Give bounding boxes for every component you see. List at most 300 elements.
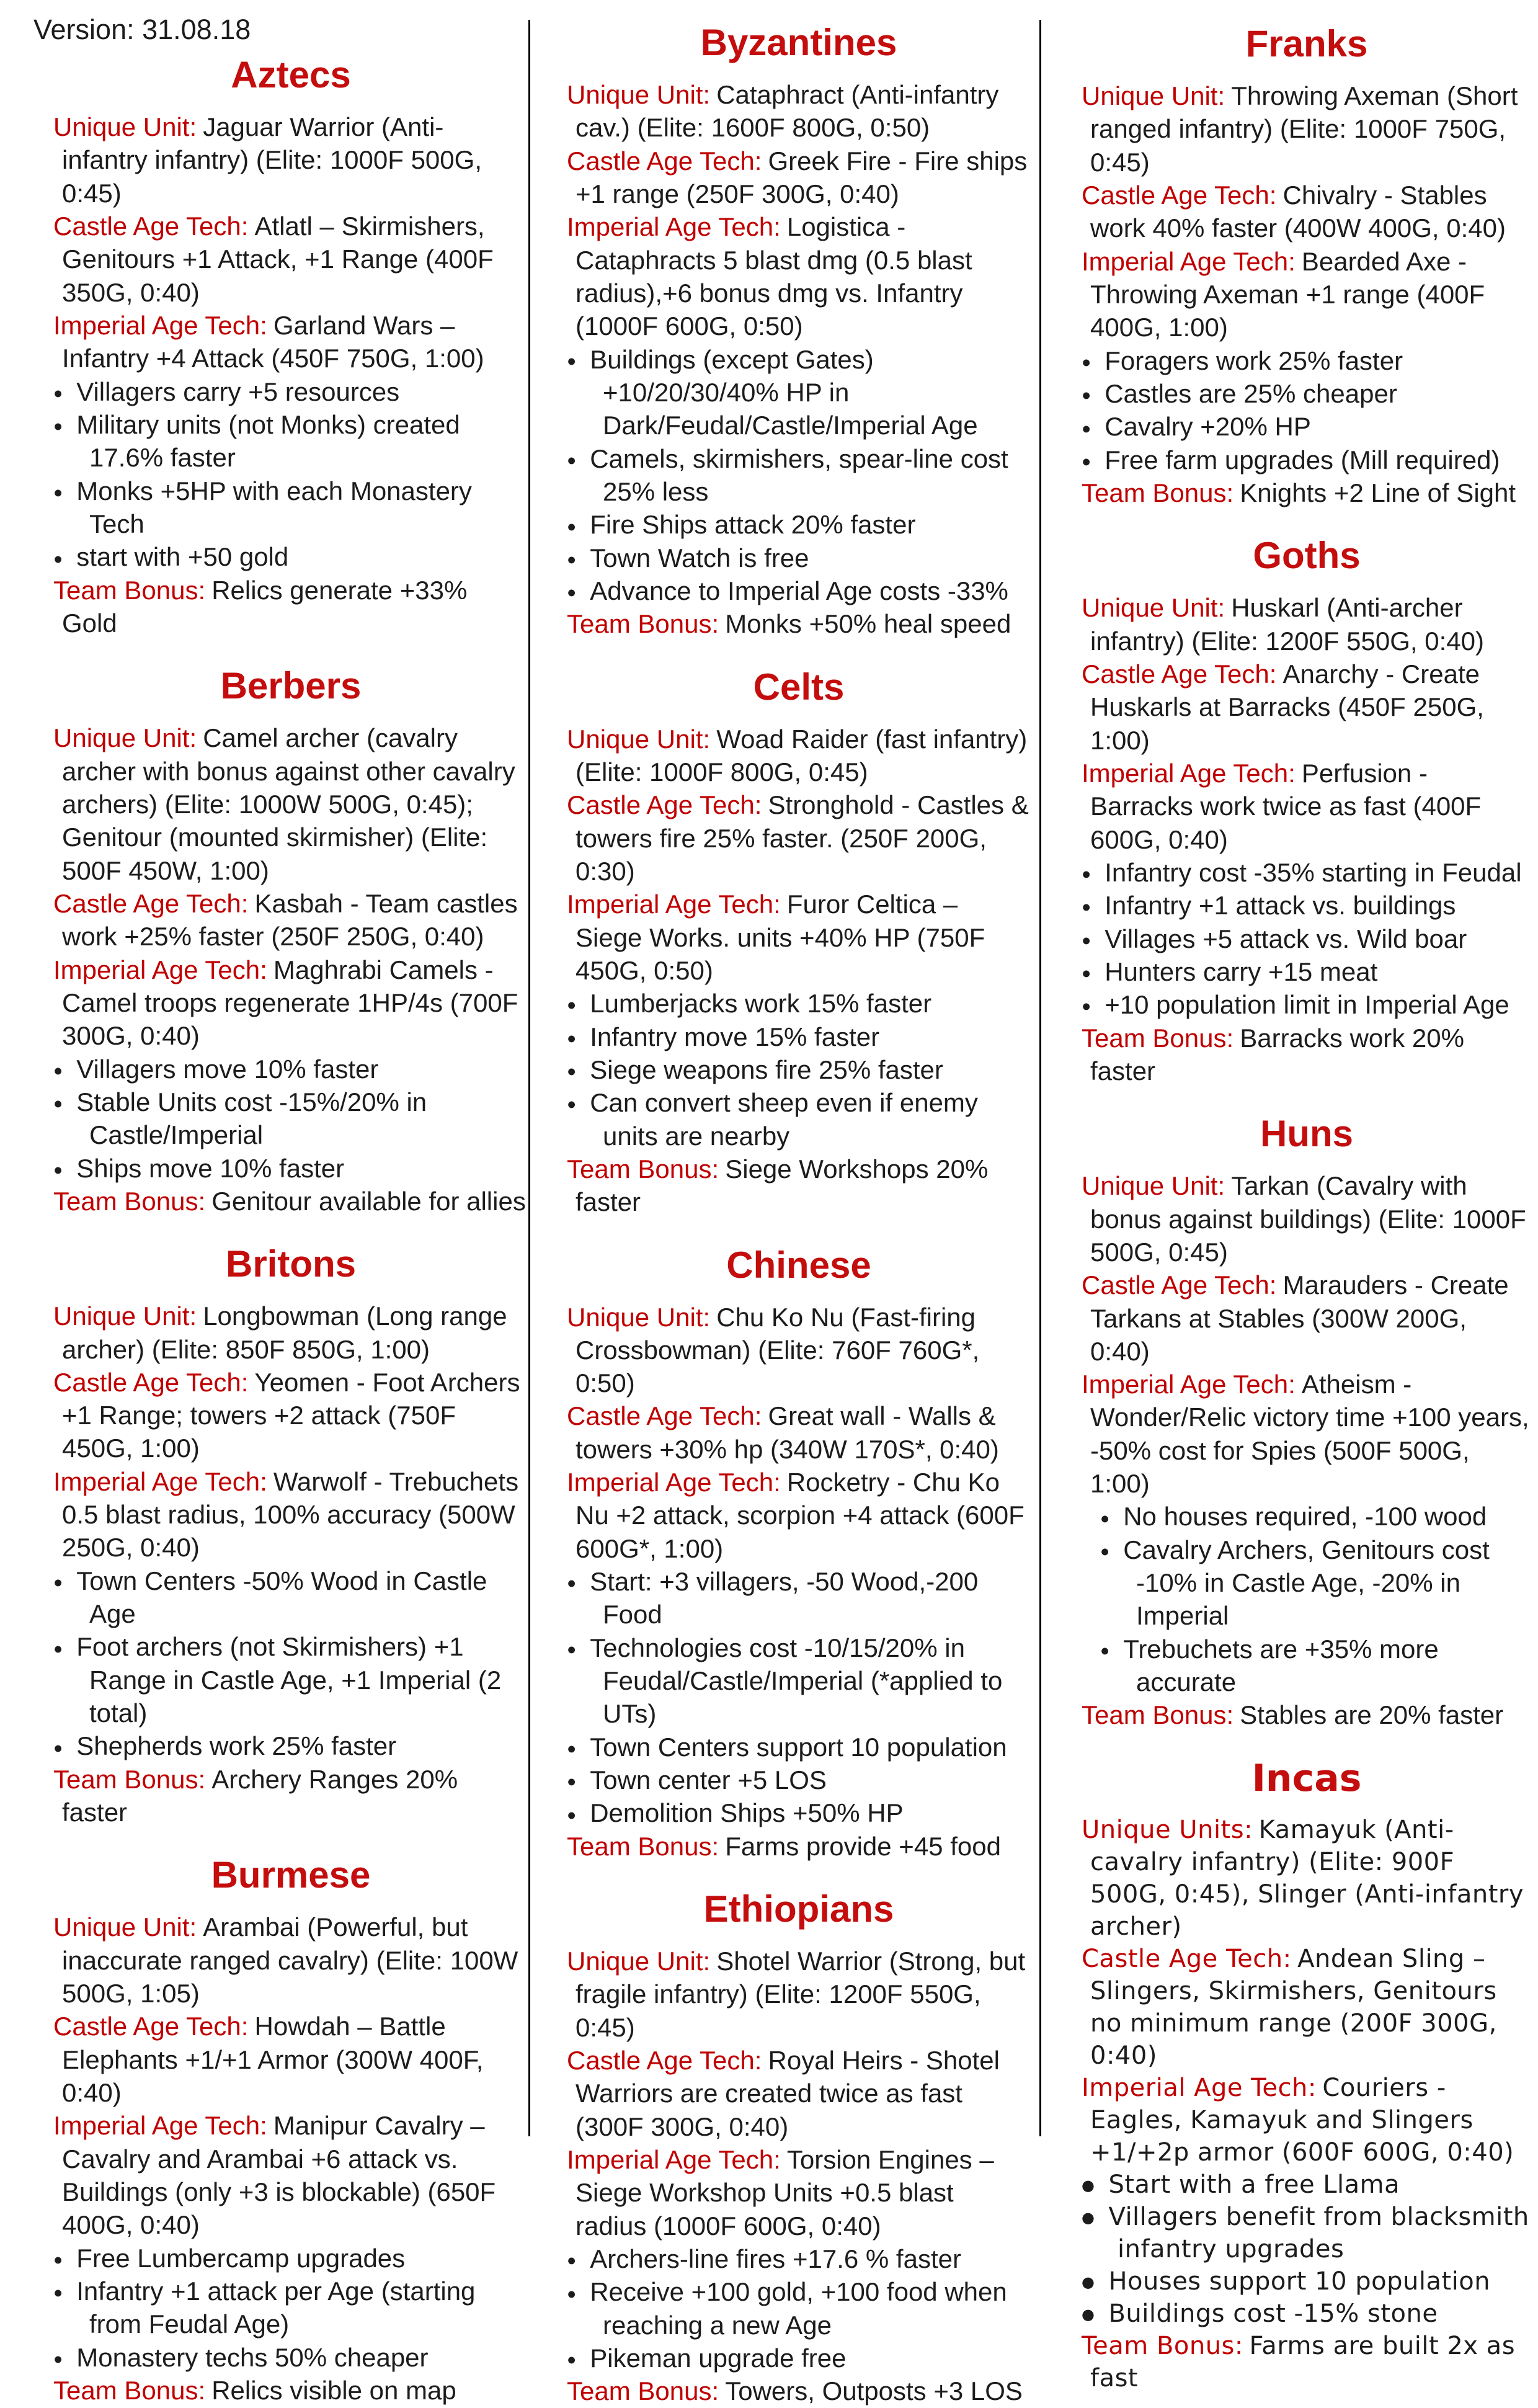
bullet-icon: ● (1082, 353, 1091, 371)
entry-text: Villagers benefit from blacksmith infantry upgrades (1108, 2202, 1529, 2263)
bullet-icon: ● (567, 2351, 577, 2369)
entry-text: Infantry move 15% faster (590, 1022, 880, 1051)
entry-text: Stable Units cost -15%/20% in Castle/Imperial (76, 1087, 427, 1150)
bullet-icon: ● (53, 1574, 63, 1592)
bullet-icon: ● (567, 1740, 577, 1757)
entry (53, 309, 528, 375)
entry (1082, 2072, 1532, 2169)
entry-label: Imperial Age Tech: (53, 1466, 267, 1496)
bullet-entry (567, 442, 1031, 509)
entry-text: Villagers move 10% faster (76, 1054, 379, 1084)
bullet-icon: ● (53, 384, 63, 402)
entry (53, 721, 528, 887)
bullet-entry (567, 574, 1031, 607)
entry (1082, 1022, 1532, 1088)
entry-label: Imperial Age Tech: (567, 2145, 781, 2175)
bullet-entry (567, 1086, 1031, 1153)
bullet-entry (567, 2342, 1031, 2375)
entry-text: Great wall - Walls & towers +30% hp (340W 170S*, 0:40) (576, 1401, 999, 1464)
version-label: Version: 31.08.18 (33, 14, 251, 45)
entry-text: Maghrabi Camels - Camel troops regenerate 1HP/4s (700F 300G, 0:40) (62, 955, 518, 1051)
entry-label: Imperial Age Tech: (567, 1468, 781, 1497)
bullet-entry (1082, 377, 1532, 410)
bullet-icon: ● (567, 517, 577, 535)
entry (567, 1830, 1031, 1863)
bullet-icon: ● (567, 1029, 577, 1047)
entry-text: Stronghold - Castles & towers fire 25% faster. (250F 200G, 0:30) (576, 790, 1029, 886)
entry-text: Garland Wars – Infantry +4 Attack (450F 750G, 1:00) (62, 310, 484, 373)
entry-text: Archery Ranges 20% faster (62, 1764, 458, 1827)
bullet-icon: ● (53, 1061, 63, 1079)
entry-label: Imperial Age Tech: (1082, 1370, 1296, 1399)
entry-text: Siege Workshops 20% faster (576, 1154, 989, 1217)
entry-text: Start with a free Llama (1108, 2170, 1400, 2199)
entry (53, 1185, 528, 1218)
entry-text: Camels, skirmishers, spear-line cost 25% less (590, 444, 1008, 506)
entry-text: Furor Celtica – Siege Works. units +40% HP (750F 450G, 0:50) (576, 890, 985, 985)
entry-text: Receive +100 gold, +100 food when reaching a new Age (590, 2277, 1007, 2340)
bullet-entry (1082, 344, 1532, 377)
entry-label: Team Bonus: (53, 1764, 206, 1794)
entry (567, 78, 1031, 145)
entry-label: Team Bonus: (1082, 1023, 1234, 1053)
bullet-entry (567, 2275, 1031, 2342)
entry-text: Monks +5HP with each Monastery Tech (76, 476, 472, 538)
entry-text: Fire Ships attack 20% faster (590, 510, 916, 540)
entry-text: Kasbah - Team castles work +25% faster (250F 250G, 0:40) (62, 888, 518, 952)
entry-label: Unique Unit: (53, 723, 197, 753)
entry-text: Cataphract (Anti-infantry cav.) (Elite: 1600F 800G, 0:50) (576, 80, 999, 143)
section-title: Britons (226, 1243, 356, 1285)
entry-label: Imperial Age Tech: (53, 955, 267, 984)
entry-text: Town Centers support 10 population (590, 1732, 1007, 1762)
entry (53, 1366, 528, 1465)
entry-text: Rocketry - Chu Ko Nu +2 attack, scorpion +4 attack (600F 600G*, 1:00) (576, 1468, 1025, 1563)
bullet-icon: ● (1082, 865, 1091, 883)
bullet-entry (1082, 856, 1532, 889)
entry-text: Pikeman upgrade free (590, 2343, 847, 2373)
bullet-icon: ● (53, 1095, 63, 1113)
section-britons (53, 1244, 528, 1829)
entry-text: Farms are built 2x as fast (1090, 2331, 1516, 2392)
entry (53, 1763, 528, 1829)
entry-text: Military units (not Monks) created 17.6% faster (76, 409, 460, 473)
bullet-entry (53, 540, 528, 573)
entry-text: Warwolf - Trebuchets 0.5 blast radius, 100% accuracy (500W 250G, 0:40) (62, 1466, 519, 1563)
column-1 (53, 0, 528, 2407)
entry (53, 574, 528, 640)
bullet-icon: ● (1082, 997, 1091, 1015)
entry-text: Genitour available for allies (211, 1186, 526, 1216)
bullet-entry (53, 2275, 528, 2341)
entry (567, 145, 1031, 211)
bullet-icon: ● (53, 1161, 63, 1179)
section-aztecs (53, 55, 528, 640)
entry-text: Lumberjacks work 15% faster (590, 989, 932, 1019)
entry-text: Villages +5 attack vs. Wild boar (1105, 924, 1467, 953)
bullet-entry (53, 1630, 528, 1729)
entry-text: Woad Raider (fast infantry) (Elite: 1000F 800G, 0:45) (576, 724, 1028, 787)
entry (1082, 591, 1532, 658)
entry-text: Torsion Engines – Siege Workshop Units +0.5 blast radius (1000F 600G, 0:40) (576, 2145, 994, 2241)
entry-label: Unique Unit: (53, 1912, 197, 1942)
bullet-icon: ● (1082, 965, 1091, 983)
entry-text: Archers-line fires +17.6 % faster (590, 2244, 961, 2274)
entry-text: Can convert sheep even if enemy units are nearby (590, 1088, 978, 1151)
entry-text: Anarchy - Create Huskarls at Barracks (450F 250G, 1:00) (1090, 659, 1484, 755)
bullet-entry (1082, 444, 1532, 476)
entry-text: Monks +50% heal speed (725, 609, 1011, 639)
bullet-entry (567, 1731, 1031, 1764)
entry-text: Town Watch is free (590, 543, 809, 573)
entry-label: Unique Unit: (567, 724, 711, 754)
entry-text: Infantry +1 attack per Age (starting from Feudal Age) (76, 2276, 476, 2339)
entry-label: Castle Age Tech: (1082, 1944, 1292, 1973)
section-byzantines (567, 22, 1031, 641)
entry-text: Manipur Cavalry – Cavalry and Arambai +6 attack vs. Buildings (only +3 is blockable) (650F 400G, 0:40) (62, 2111, 496, 2240)
entry (53, 2010, 528, 2109)
entry-label: Castle Age Tech: (53, 1367, 249, 1397)
entry-text: Demolition Ships +50% HP (590, 1798, 904, 1828)
bullet-icon: ● (53, 1739, 63, 1757)
bullet-icon: ● (1082, 452, 1091, 470)
bullet-entry (567, 508, 1031, 541)
bullet-icon: ● (567, 451, 577, 469)
entry (1082, 245, 1532, 344)
entry-text: Chu Ko Nu (Fast-firing Crossbowman) (Elite: 760F 760G*, 0:50) (576, 1302, 980, 1398)
entry-label: Imperial Age Tech: (53, 310, 267, 340)
column-2 (567, 0, 1031, 2408)
entry-text: Atheism - Wonder/Relic victory time +100 years, -50% cost for Spies (500F 500G, 1:00) (1090, 1370, 1529, 1499)
entry-text: Infantry cost -35% starting in Feudal (1105, 857, 1522, 887)
bullet-icon: ● (567, 1063, 577, 1081)
section-franks (1082, 24, 1532, 509)
bullet-entry (53, 2341, 528, 2374)
section-huns (1082, 1113, 1532, 1732)
bullet-entry (53, 475, 528, 541)
entry-label: Unique Unit: (53, 112, 197, 141)
bullet-entry (1100, 1500, 1532, 1533)
entry-text: Howdah – Battle Elephants +1/+1 Armor (300W 400F, 0:40) (62, 2012, 484, 2108)
entry-label: Unique Units: (1082, 1815, 1253, 1844)
entry (1082, 658, 1532, 757)
entry (53, 2109, 528, 2241)
entry-text: Trebuchets are +35% more accurate (1123, 1634, 1439, 1697)
bullet-icon: ● (567, 352, 577, 370)
entry-text: Knights +2 Line of Sight (1240, 478, 1516, 507)
entry-text: Huskarl (Anti-archer infantry) (Elite: 1200F 550G, 0:40) (1090, 593, 1484, 656)
entry-label: Team Bonus: (53, 1186, 206, 1216)
entry (53, 2374, 528, 2407)
entry-label: Castle Age Tech: (567, 146, 762, 176)
bullet-entry (1082, 2265, 1532, 2298)
bullet-icon: ● (53, 2250, 63, 2268)
entry-text: Couriers - Eagles, Kamayuk and Slingers +1/+2p armor (600F 600G, 0:40) (1090, 2073, 1514, 2167)
entry (567, 2044, 1031, 2143)
entry-label: Unique Unit: (567, 1302, 711, 1332)
entry-label: Unique Unit: (1082, 593, 1225, 623)
section-incas (1082, 1758, 1532, 2394)
bullet-icon: ● (1100, 1509, 1110, 1527)
entry-text: Buildings (except Gates) +10/20/30/40% HP in Dark/Feudal/Castle/Imperial Age (590, 344, 978, 440)
entry (1082, 79, 1532, 179)
entry-text: Cavalry +20% HP (1105, 412, 1311, 442)
section-title: Ethiopians (703, 1888, 894, 1930)
entry-label: Castle Age Tech: (53, 888, 249, 918)
entry-text: Marauders - Create Tarkans at Stables (300W 200G, 0:40) (1090, 1270, 1509, 1366)
entry-text: Atlatl – Skirmishers, Genitours +1 Attack, +1 Range (400F 350G, 0:40) (62, 211, 494, 307)
bullet-icon: ● (1100, 1543, 1110, 1561)
entry-label: Imperial Age Tech: (1082, 2073, 1317, 2102)
entry (1082, 1814, 1532, 1943)
entry-label: Unique Unit: (1082, 81, 1225, 110)
entry-label: Unique Unit: (53, 1301, 197, 1331)
entry (1082, 1169, 1532, 1269)
entry-text: +10 population limit in Imperial Age (1105, 990, 1509, 1020)
entry-text: Buildings cost -15% stone (1108, 2299, 1438, 2328)
entry-text: Foragers work 25% faster (1105, 346, 1403, 375)
bullet-icon: ● (567, 1773, 577, 1791)
entry-text: Longbowman (Long range archer) (Elite: 850F 850G, 1:00) (62, 1301, 507, 1364)
entry-label: Unique Unit: (567, 80, 711, 109)
entry-text: Andean Sling – Slingers, Skirmishers, Genitours no minimum range (200F 300G, 0:40) (1090, 1944, 1497, 2070)
section-ethiopians (567, 1889, 1031, 2408)
entry-label: Imperial Age Tech: (1082, 246, 1296, 276)
bullet-icon: ● (1082, 931, 1091, 949)
bullet-icon: ● (1082, 2209, 1095, 2227)
section-celts (567, 667, 1031, 1219)
entry-text: Infantry +1 attack vs. buildings (1105, 891, 1456, 921)
bullet-entry (53, 375, 528, 408)
entry-label: Castle Age Tech: (567, 2046, 762, 2076)
entry-text: Foot archers (not Skirmishers) +1 Range in Castle Age, +1 Imperial (2 total) (76, 1632, 502, 1728)
bullet-icon: ● (1100, 1642, 1110, 1660)
section-title: Aztecs (231, 54, 351, 96)
bullet-entry (567, 1020, 1031, 1053)
entry-text: Free farm upgrades (Mill required) (1105, 445, 1500, 475)
bullet-entry (567, 1796, 1031, 1829)
bullet-icon: ● (567, 1641, 577, 1659)
entry-text: Advance to Imperial Age costs -33% (590, 576, 1008, 605)
entry (567, 1945, 1031, 2044)
entry-text: Villagers carry +5 resources (76, 377, 400, 406)
bullet-entry (567, 542, 1031, 574)
entry-text: Ships move 10% faster (76, 1153, 345, 1183)
bullet-entry (567, 1764, 1031, 1796)
entry (1082, 179, 1532, 245)
bullet-entry (1082, 2201, 1532, 2265)
entry-text: Jaguar Warrior (Anti-infantry infantry) (Elite: 1000F 500G, 0:45) (62, 112, 482, 208)
entry-text: Farms provide +45 food (725, 1831, 1001, 1861)
entry-label: Team Bonus: (567, 609, 719, 639)
entry-text: Bearded Axe - Throwing Axeman +1 range (400F 400G, 1:00) (1090, 246, 1485, 342)
bullet-entry (1082, 2169, 1532, 2201)
bullet-entry (53, 2242, 528, 2275)
section-title: Goths (1253, 535, 1361, 577)
bullet-icon: ● (567, 996, 577, 1014)
entry-text: Start: +3 villagers, -50 Wood,-200 Food (590, 1567, 979, 1630)
bullet-icon: ● (53, 483, 63, 501)
bullet-icon: ● (53, 2350, 63, 2368)
entry-text: Monastery techs 50% cheaper (76, 2342, 429, 2372)
bullet-icon: ● (1082, 386, 1091, 404)
entry-text: Hunters carry +15 meat (1105, 957, 1378, 986)
entry-text: Siege weapons fire 25% faster (590, 1055, 943, 1084)
bullet-icon: ● (567, 1574, 577, 1592)
entry (567, 210, 1031, 342)
entry-text: Towers, Outposts +3 LOS (725, 2376, 1023, 2406)
entry-text: Barracks work 20% faster (1090, 1023, 1464, 1086)
entry-label: Team Bonus: (1082, 2331, 1243, 2360)
entry-text: Yeomen - Foot Archers +1 Range; towers +2 attack (750F 450G, 1:00) (62, 1367, 520, 1463)
entry (1082, 1698, 1532, 1731)
entry-text: Relics visible on map (211, 2376, 456, 2406)
bullet-icon: ● (1082, 898, 1091, 916)
bullet-icon: ● (53, 550, 63, 568)
entry-text: start with +50 gold (76, 542, 289, 572)
entry (53, 110, 528, 210)
entry-label: Imperial Age Tech: (53, 2111, 267, 2141)
bullet-icon: ● (1082, 2177, 1095, 2195)
bullet-entry (1082, 955, 1532, 988)
bullet-entry (53, 1086, 528, 1152)
entry-text: Arambai (Powerful, but inaccurate ranged cavalry) (Elite: 100W 500G, 1:05) (62, 1912, 518, 2009)
section-title: Chinese (726, 1244, 871, 1286)
bullet-icon: ● (567, 584, 577, 602)
entry-label: Castle Age Tech: (567, 790, 762, 820)
section-title: Franks (1245, 23, 1368, 65)
section-burmese (53, 1855, 528, 2407)
entry-text: Relics generate +33% Gold (62, 575, 468, 638)
entry-label: Team Bonus: (53, 2376, 206, 2406)
entry (567, 1466, 1031, 1565)
entry-label: Unique Unit: (1082, 1171, 1225, 1201)
entry (567, 1399, 1031, 1466)
entry-text: Throwing Axeman (Short ranged infantry) (Elite: 1000F 750G, 0:45) (1090, 81, 1518, 177)
bullet-entry (567, 1565, 1031, 1631)
column-3 (1082, 0, 1532, 2394)
entry-text: Stables are 20% faster (1240, 1700, 1504, 1730)
section-title: Byzantines (700, 22, 897, 63)
entry-text: Logistica - Cataphracts 5 blast dmg (0.5 blast radius),+6 bonus dmg vs. Infantry (1000F 600G, 0:50) (576, 212, 972, 341)
entry-text: Greek Fire - Fire ships +1 range (250F 300G, 0:40) (576, 146, 1028, 208)
bullet-icon: ● (53, 2284, 63, 2302)
entry (567, 723, 1031, 789)
entry (567, 788, 1031, 888)
section-title: Berbers (220, 665, 362, 707)
column-divider (528, 20, 530, 2136)
entry-label: Team Bonus: (1082, 1700, 1234, 1730)
bullet-icon: ● (567, 1095, 577, 1113)
bullet-entry (53, 1729, 528, 1762)
entry-label: Team Bonus: (567, 2376, 719, 2406)
entry-label: Castle Age Tech: (567, 1401, 762, 1431)
entry-text: Shepherds work 25% faster (76, 1731, 397, 1761)
entry-label: Team Bonus: (567, 1831, 719, 1861)
bullet-entry (1082, 410, 1532, 443)
entry (1082, 1943, 1532, 2072)
entry-text: Kamayuk (Anti-cavalry infantry) (Elite: 900F 500G, 0:45), Slinger (Anti-infantry archer) (1090, 1815, 1524, 1941)
bullet-entry (1082, 922, 1532, 955)
entry (53, 1300, 528, 1366)
entry-text: Tarkan (Cavalry with bonus against buildings) (Elite: 1000F 500G, 0:45) (1090, 1171, 1526, 1267)
entry-text: Free Lumbercamp upgrades (76, 2243, 406, 2273)
entry (53, 953, 528, 1053)
entry (567, 2375, 1031, 2407)
entry (53, 1911, 528, 2010)
entry (53, 887, 528, 953)
entry (567, 2143, 1031, 2242)
entry-text: No houses required, -100 wood (1123, 1502, 1487, 1532)
entry-text: Chivalry - Stables work 40% faster (400W 400G, 0:40) (1090, 180, 1506, 243)
entry-label: Team Bonus: (53, 575, 206, 605)
entry-text: Town Centers -50% Wood in Castle Age (76, 1566, 487, 1629)
bullet-entry (1100, 1633, 1532, 1699)
bullet-entry (1100, 1533, 1532, 1633)
entry-label: Imperial Age Tech: (1082, 758, 1296, 788)
bullet-icon: ● (1082, 2306, 1095, 2324)
bullet-icon: ● (567, 2252, 577, 2270)
bullet-icon: ● (53, 417, 63, 435)
entry-text: Perfusion - Barracks work twice as fast (400F 600G, 0:40) (1090, 758, 1482, 854)
entry-label: Imperial Age Tech: (567, 890, 781, 919)
bullet-icon: ● (1082, 419, 1091, 437)
bullet-entry (53, 1053, 528, 1086)
entry (1082, 476, 1532, 509)
entry-label: Castle Age Tech: (1082, 1270, 1277, 1300)
entry (1082, 1269, 1532, 1368)
bullet-entry (53, 408, 528, 475)
section-berbers (53, 666, 528, 1218)
bullet-entry (1082, 2298, 1532, 2330)
entry (53, 1465, 528, 1564)
bullet-icon: ● (1082, 2273, 1095, 2291)
bullet-entry (567, 343, 1031, 442)
section-title: Burmese (211, 1854, 371, 1896)
entry (567, 607, 1031, 640)
bullet-icon: ● (567, 550, 577, 568)
bullet-entry (1082, 889, 1532, 922)
bullet-entry (53, 1564, 528, 1631)
entry-text: Town center +5 LOS (590, 1765, 827, 1795)
entry (567, 1301, 1031, 1400)
entry (1082, 1368, 1532, 1500)
entry-label: Castle Age Tech: (1082, 659, 1277, 689)
bullet-entry (567, 1053, 1031, 1086)
entry-label: Unique Unit: (567, 1946, 711, 1976)
entry-label: Castle Age Tech: (53, 211, 249, 241)
entry (1082, 757, 1532, 856)
entry-text: Camel archer (cavalry archer with bonus against other cavalry archers) (Elite: 1000W 500G, 0:45); Genitour (mounted skirmisher) (Elite: 500F 450W, 1:00) (62, 723, 515, 885)
entry-text: Castles are 25% cheaper (1105, 378, 1397, 408)
section-title: Incas (1251, 1756, 1362, 1800)
bullet-icon: ● (53, 1639, 63, 1657)
bullet-entry (53, 1152, 528, 1185)
bullet-entry (1082, 988, 1532, 1021)
entry-label: Imperial Age Tech: (567, 212, 781, 242)
entry-label: Team Bonus: (1082, 478, 1234, 507)
bullet-entry (567, 2242, 1031, 2275)
entry-label: Team Bonus: (567, 1154, 719, 1184)
entry-text: Cavalry Archers, Genitours cost -10% in Castle Age, -20% in Imperial (1123, 1535, 1490, 1631)
bullet-icon: ● (567, 2285, 577, 2303)
entry (567, 888, 1031, 987)
bullet-icon: ● (567, 1806, 577, 1824)
entry (53, 210, 528, 309)
section-chinese (567, 1245, 1031, 1863)
entry (567, 1153, 1031, 1219)
entry-label: Castle Age Tech: (53, 2012, 249, 2041)
